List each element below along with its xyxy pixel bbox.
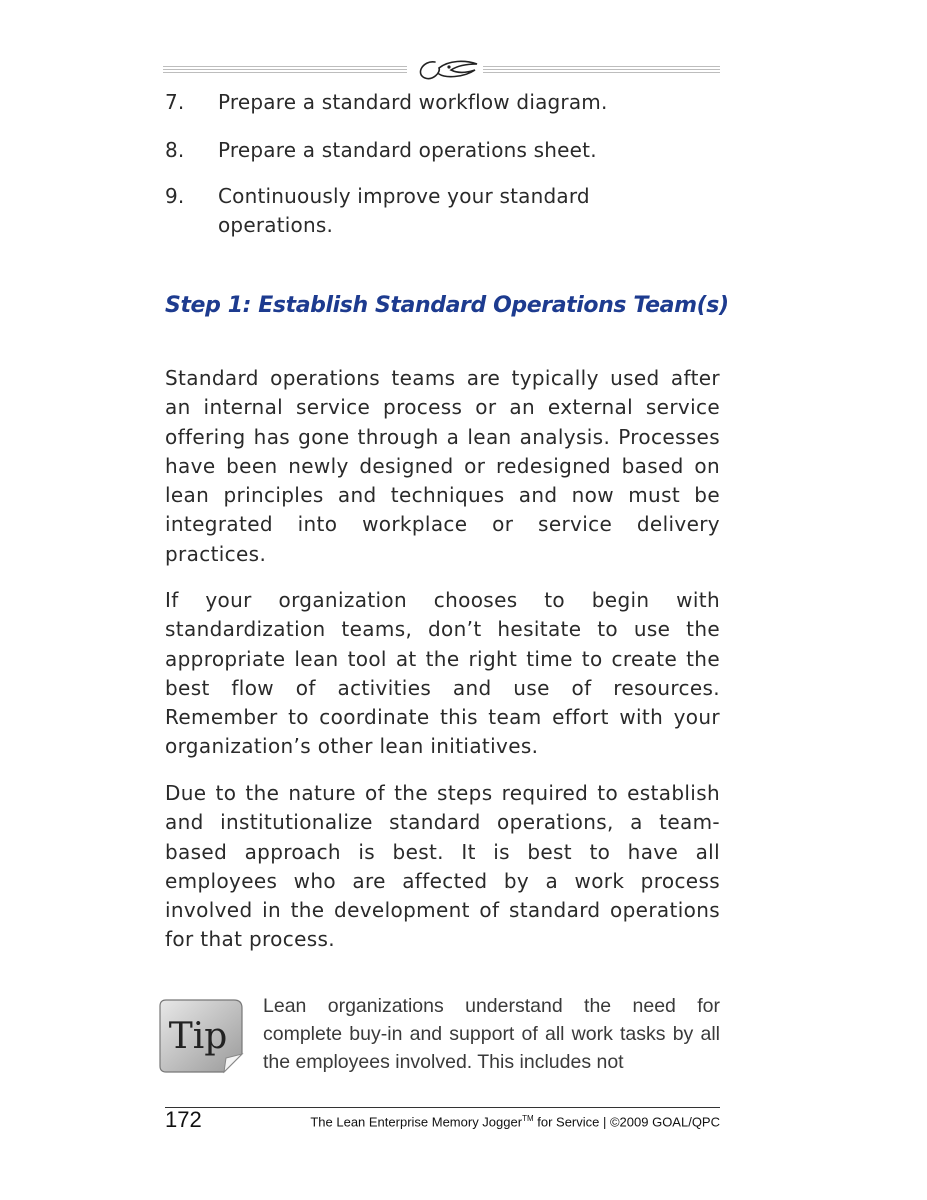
list-item-number: 7. xyxy=(165,90,185,114)
body-paragraph: Due to the nature of the steps required to establish and institutionalize standard operations, a team-based approach is best. It is best to have all employees who are affected by a work process involved in the development of standard operations for that process. xyxy=(165,781,720,952)
list-item-text: Prepare a standard operations sheet. xyxy=(218,138,597,162)
list-item-number: 8. xyxy=(165,138,185,162)
list-item xyxy=(165,182,615,240)
book-title: The Lean Enterprise Memory Jogger xyxy=(310,1114,523,1130)
ornament-icon xyxy=(405,52,485,86)
page-number: 172 xyxy=(165,1107,202,1132)
list-item xyxy=(165,136,597,165)
trademark-mark: TM xyxy=(522,1114,534,1123)
body-paragraph: Standard operations teams are typically used after an internal service process or an external service offering has gone through a lean analysis. Processes have been newly designed or redesigned based on lean principles and techniques and now must be integrated into workplace or service delivery practices. xyxy=(165,366,720,566)
footer-citation xyxy=(310,1114,720,1129)
list-item-number: 9. xyxy=(165,184,185,208)
list-item xyxy=(165,88,608,117)
footer-rule xyxy=(165,1107,720,1108)
list-item-text: Continuously improve your standard operations. xyxy=(218,184,590,237)
book-suffix: for Service | ©2009 GOAL/QPC xyxy=(533,1114,720,1130)
tip-icon-label: Tip xyxy=(168,1016,228,1057)
body-paragraph: If your organization chooses to begin with standardization teams, don’t hesitate to use the appropriate lean tool at the right time to create the best flow of activities and use of resources. Remember to coordinate this team effort with your organization’s other lean initiatives. xyxy=(165,588,720,759)
list-item-text: Prepare a standard workflow diagram. xyxy=(218,90,608,114)
section-heading: Step 1: Establish Standard Operations Team(s) xyxy=(165,293,729,318)
tip-icon xyxy=(158,998,244,1074)
tip-text: Lean organizations understand the need for complete buy-in and support of all work tasks by all the employees involved. This includes not xyxy=(263,995,720,1073)
